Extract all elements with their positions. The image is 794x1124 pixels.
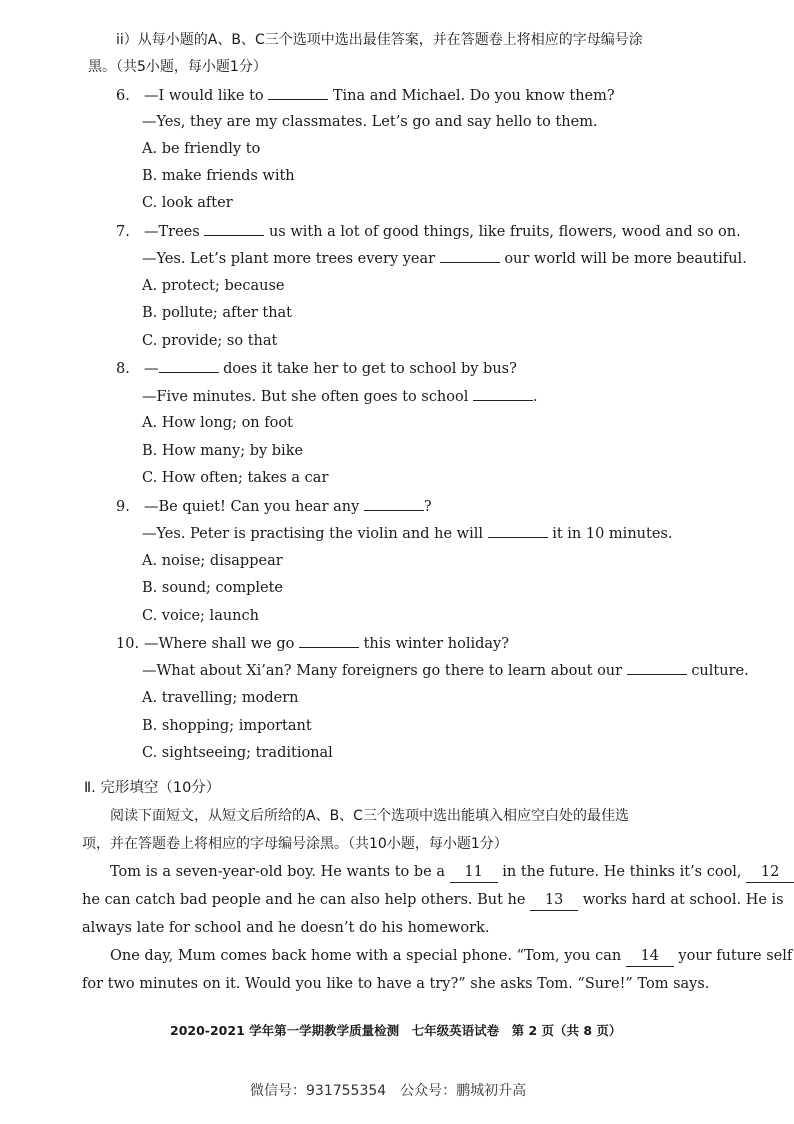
cloze-paragraph2-line1: One day, Mum comes back home with a special phone. “Tom, you can 14 your future self <box>110 946 792 967</box>
question-number: 6. <box>116 88 130 104</box>
question-number: 7. <box>116 224 130 240</box>
question-10-line2: —What about Xi’an? Many foreigners go there to learn about our culture. <box>142 660 749 681</box>
question-6-option-c: C. look after <box>142 195 233 211</box>
cloze-blank-14: 14 <box>626 946 674 967</box>
question-9-option-a: A. noise; disappear <box>142 553 283 569</box>
answer-blank <box>440 248 500 263</box>
question-8-option-b: B. How many; by bike <box>142 443 304 459</box>
watermark-contact: 微信号：931755354 公众号：鹏城初升高 <box>250 1083 527 1099</box>
question-number: 9. <box>116 499 130 515</box>
question-9-line2: —Yes. Peter is practising the violin and he will it in 10 minutes. <box>142 523 672 544</box>
question-9-option-b: B. sound; complete <box>142 580 284 596</box>
answer-blank <box>299 633 359 648</box>
answer-blank <box>627 660 687 675</box>
question-6-option-b: B. make friends with <box>142 168 295 184</box>
question-number: 8. <box>116 361 130 377</box>
question-10-option-b: B. shopping; important <box>142 718 312 734</box>
cloze-instruction-line1: 阅读下面短文，从短文后所给的A、B、C三个选项中选出能填入相应空白处的最佳选 <box>110 808 629 824</box>
answer-blank <box>159 358 219 373</box>
cloze-blank-12: 12 <box>746 862 794 883</box>
cloze-paragraph2-line2: for two minutes on it. Would you like to have a try?” she asks Tom. “Sure!” Tom says. <box>82 976 710 992</box>
answer-blank <box>204 221 264 236</box>
question-7-option-a: A. protect; because <box>142 278 285 294</box>
page-footer: 2020-2021 学年第一学期教学质量检测 七年级英语试卷 第 2 页（共 8 页） <box>170 1023 622 1038</box>
cloze-paragraph1-line3: always late for school and he doesn’t do his homework. <box>82 920 490 936</box>
question-8-line2: —Five minutes. But she often goes to school . <box>142 386 538 407</box>
question-8-line1: 8. — does it take her to get to school by bus? <box>116 358 517 379</box>
question-number: 10. <box>116 636 140 652</box>
section-title-cloze: Ⅱ. 完形填空（10分） <box>84 780 221 796</box>
question-7-line1: 7. —Trees us with a lot of good things, like fruits, flowers, wood and so on. <box>116 221 741 242</box>
question-9-line1: 9. —Be quiet! Can you hear any ? <box>116 496 432 517</box>
question-10-line1: 10. —Where shall we go this winter holiday? <box>116 633 509 654</box>
answer-blank <box>488 523 548 538</box>
part-ii-instruction-line2: 黑。（共5小题，每小题1分） <box>88 59 267 75</box>
question-6-line1: 6. —I would like to Tina and Michael. Do you know them? <box>116 85 615 106</box>
cloze-instruction-line2: 项，并在答题卷上将相应的字母编号涂黑。（共10小题，每小题1分） <box>82 836 508 852</box>
question-6-option-a: A. be friendly to <box>142 141 261 157</box>
question-10-option-c: C. sightseeing; traditional <box>142 745 333 761</box>
question-8-option-a: A. How long; on foot <box>142 415 293 431</box>
question-7-option-c: C. provide; so that <box>142 333 278 349</box>
question-7-line2: —Yes. Let’s plant more trees every year our world will be more beautiful. <box>142 248 747 269</box>
cloze-blank-11: 11 <box>450 862 498 883</box>
question-7-option-b: B. pollute; after that <box>142 305 292 321</box>
cloze-paragraph1-line2: he can catch bad people and he can also help others. But he 13 works hard at school. He is <box>82 890 784 911</box>
question-9-option-c: C. voice; launch <box>142 608 259 624</box>
answer-blank <box>268 85 328 100</box>
cloze-blank-13: 13 <box>530 890 578 911</box>
answer-blank <box>364 496 424 511</box>
question-8-option-c: C. How often; takes a car <box>142 470 329 486</box>
answer-blank <box>473 386 533 401</box>
question-10-option-a: A. travelling; modern <box>142 690 299 706</box>
question-6-line2: —Yes, they are my classmates. Let’s go and say hello to them. <box>142 114 598 130</box>
cloze-paragraph1-line1: Tom is a seven-year-old boy. He wants to be a 11 in the future. He thinks it’s cool, 12 <box>110 862 794 883</box>
part-ii-instruction-line1: ii）从每小题的A、B、C三个选项中选出最佳答案，并在答题卷上将相应的字母编号涂 <box>116 32 643 48</box>
